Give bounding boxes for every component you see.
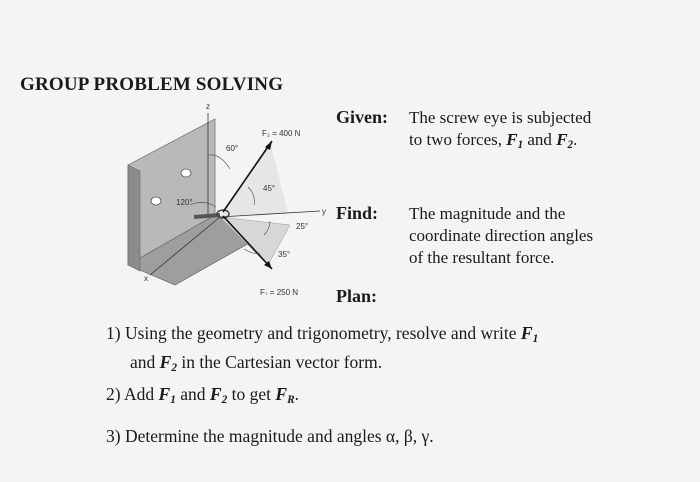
f2-symbol: $F_2$ [159,352,178,374]
plan-step-1: 1) Using the geometry and trigonometry, resolve and write $F_1$ and $F_2$ in the Cartesian vector form. [106,323,539,374]
angle-25-label: 25° [296,222,309,231]
plan-label: Plan: [336,286,378,306]
plan-step-3: 3) Determine the magnitude and angles α, β, γ. [106,426,434,446]
find-text [409,203,694,269]
f2-symbol: $F_2$ [556,130,574,151]
find-line-1: The magnitude and the [409,204,566,223]
f2-label: F₂ = 400 N [262,129,301,138]
f1-label: F₁ = 250 N [260,288,299,295]
find-label: Find: [336,203,379,223]
screw-shank [194,215,220,217]
angle-35-label: 35° [278,250,291,259]
angle-45-label: 45° [263,184,276,193]
z-axis-label: z [206,102,210,111]
wall-plate-edge [128,165,140,271]
find-line-2: coordinate direction angles [409,226,594,245]
fr-symbol: $F_R$ [275,384,295,406]
x-axis-label: x [144,274,148,283]
given-label: Given: [336,107,388,127]
f2-symbol: $F_2$ [209,384,228,406]
f1-symbol: $F_1$ [506,130,524,151]
page-title: GROUP PROBLEM SOLVING [20,74,284,95]
angle-120-label: 120° [176,198,193,207]
angle-60-label: 60° [226,144,239,153]
plan-step-2: 2) Add $F_1$ and $F_2$ to get $F_R$. [106,384,300,406]
bolt-hole-icon [181,169,191,177]
bolt-hole-icon [151,197,161,205]
find-line-3: of the resultant force. [409,248,555,267]
given-text [409,107,689,156]
f1-symbol: $F_1$ [158,384,176,406]
given-line-1: The screw eye is subjected [409,108,592,127]
f1-symbol: $F_1$ [520,323,539,345]
given-line-2: to two forces, $F_1$ and $F_2$. [409,130,578,151]
screw-eye-figure [120,95,335,295]
y-axis-label: y [322,207,326,216]
